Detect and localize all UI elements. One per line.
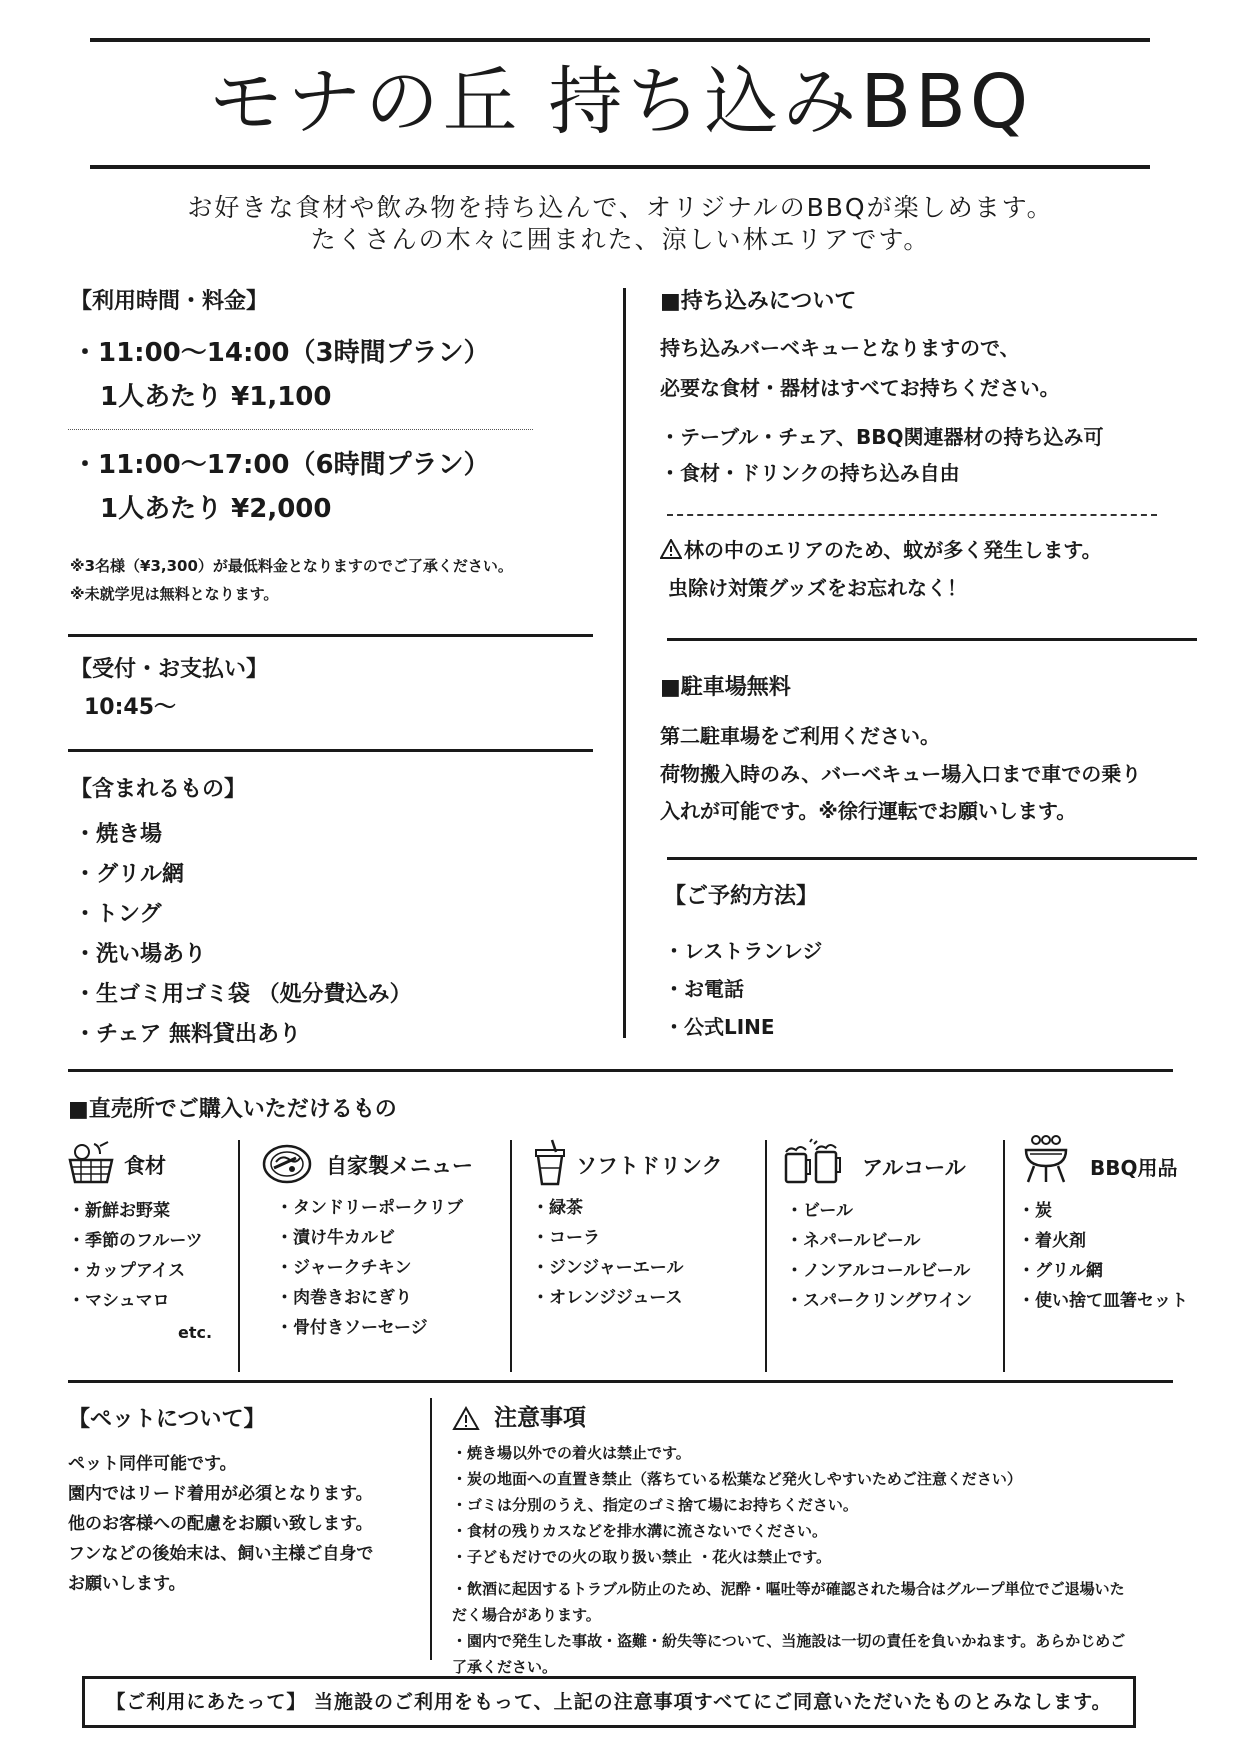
caution-line: ・園内で発生した事故・盗難・紛失等について、当施設は一切の責任を負いかねます。あらかじめご <box>452 1632 1126 1650</box>
bringin-desc-2: 必要な食材・器材はすべてお持ちください。 <box>660 376 1060 400</box>
list-item: ・生ゴミ用ゴミ袋 （処分費込み） <box>74 982 412 1007</box>
hours-heading: 【利用時間・料金】 <box>70 289 269 314</box>
pets-line: フンなどの後始末は、飼い主様ご自身で <box>68 1544 374 1564</box>
caution-icon <box>452 1406 480 1431</box>
plan-divider <box>68 429 533 430</box>
title-bottom-rule <box>90 165 1150 169</box>
shop-top-rule <box>68 1069 1173 1072</box>
plate-icon <box>262 1142 312 1184</box>
list-item: ・カップアイス <box>68 1261 186 1281</box>
shop-category-title: 食材 <box>124 1154 166 1178</box>
parking-line-2: 荷物搬入時のみ、バーベキュー場入口まで車での乗り <box>660 762 1142 786</box>
pets-line: お願いします。 <box>68 1574 186 1594</box>
left-rule-2 <box>68 749 593 752</box>
reserve-heading: 【ご予約方法】 <box>664 884 819 909</box>
caution-line: ・炭の地面への直置き禁止（落ちている松葉など発火しやすいためご注意ください） <box>452 1470 1022 1488</box>
bringin-item-2: ・食材・ドリンクの持ち込み自由 <box>660 461 960 485</box>
plan2-time: ・11:00～17:00（6時間プラン） <box>72 450 490 480</box>
right-rule-1 <box>667 638 1197 641</box>
beer-icon <box>782 1138 844 1186</box>
left-rule-1 <box>68 634 593 637</box>
list-item: ・ジンジャーエール <box>532 1258 684 1278</box>
shop-category-title: アルコール <box>862 1156 966 1180</box>
bringin-heading: ■持ち込みについて <box>660 289 857 314</box>
shop-category-title: BBQ用品 <box>1090 1156 1178 1180</box>
plan2-price: 1人あたり ¥2,000 <box>100 494 332 524</box>
bringin-warning-1: 林の中のエリアのため、蚊が多く発生します。 <box>684 538 1102 562</box>
shop-bottom-rule <box>68 1380 1173 1383</box>
shop-heading: ■直売所でご購入いただけるもの <box>68 1097 397 1122</box>
caution-line: ・飲酒に起因するトラブル防止のため、泥酔・嘔吐等が確認された場合はグループ単位でご退場いた <box>452 1580 1125 1598</box>
shop-category-list <box>786 1196 972 1316</box>
hours-note-2: ※未就学児は無料となります。 <box>70 585 279 603</box>
list-item: ・お電話 <box>664 977 744 1001</box>
list-item: ・公式LINE <box>664 1015 775 1039</box>
list-item: ・ビール <box>786 1201 853 1221</box>
list-item: ・ネパールビール <box>786 1231 921 1251</box>
list-item: ・グリル網 <box>74 862 185 887</box>
bringin-item-1: ・テーブル・チェア、BBQ関連器材の持ち込み可 <box>660 425 1104 449</box>
caution-lines <box>452 1440 1125 1680</box>
reception-heading: 【受付・お支払い】 <box>70 657 269 682</box>
list-item: ・季節のフルーツ <box>68 1231 203 1251</box>
shop-category-list <box>68 1196 203 1316</box>
grill-icon <box>1020 1134 1072 1186</box>
caution-line: だく場合があります。 <box>452 1606 601 1624</box>
column-divider <box>623 288 626 1038</box>
right-rule-2 <box>667 857 1197 860</box>
list-item: ・新鮮お野菜 <box>68 1201 170 1221</box>
pets-heading: 【ペットについて】 <box>68 1407 266 1432</box>
list-item: ・オレンジジュース <box>532 1288 683 1308</box>
pets-lines <box>68 1449 373 1599</box>
caution-line: 了承ください。 <box>452 1658 558 1676</box>
shop-divider-4 <box>1003 1140 1005 1372</box>
shop-category-list <box>276 1193 463 1343</box>
list-item: ・スパークリングワイン <box>786 1291 973 1311</box>
caution-line: ・焼き場以外での着火は禁止です。 <box>452 1444 691 1462</box>
intro-line-1: お好きな食材や飲み物を持ち込んで、オリジナルのBBQが楽しめます。 <box>187 193 1054 222</box>
shop-divider-2 <box>510 1140 512 1372</box>
caution-line: ・子どもだけでの火の取り扱い禁止 ・花火は禁止です。 <box>452 1548 832 1566</box>
bringin-desc-1: 持ち込みバーベキューとなりますので、 <box>660 336 1020 360</box>
list-item: ・タンドリーポークリブ <box>276 1198 463 1218</box>
list-item: ・洗い場あり <box>74 942 207 967</box>
shop-divider-1 <box>238 1140 240 1372</box>
shop-category-title: ソフトドリンク <box>576 1154 723 1178</box>
included-list <box>74 815 412 1055</box>
pets-line: 他のお客様への配慮をお願い致します。 <box>68 1514 373 1534</box>
list-item: ・緑茶 <box>532 1198 583 1218</box>
list-item: ・コーラ <box>532 1228 600 1248</box>
basket-icon <box>66 1140 116 1186</box>
list-item: ・着火剤 <box>1018 1231 1086 1251</box>
plan1-time: ・11:00～14:00（3時間プラン） <box>72 338 490 368</box>
included-heading: 【含まれるもの】 <box>70 777 247 802</box>
pets-line: 園内ではリード着用が必須となります。 <box>68 1484 373 1504</box>
list-item: ・チェア 無料貸出あり <box>74 1022 301 1047</box>
agreement-notice: 【ご利用にあたって】 当施設のご利用をもって、上記の注意事項すべてにご同意いただいたものとみなします。 <box>82 1676 1136 1728</box>
plan1-price: 1人あたり ¥1,100 <box>100 382 332 412</box>
shop-category-list <box>1018 1196 1188 1316</box>
caution-line: ・食材の残りカスなどを排水溝に流さないでください。 <box>452 1522 828 1540</box>
list-item: ・骨付きソーセージ <box>276 1318 428 1338</box>
intro-line-2: たくさんの木々に囲まれた、涼しい林エリアです。 <box>310 225 931 254</box>
hours-note-1: ※3名様（¥3,300）が最低料金となりますのでご了承ください。 <box>70 557 513 575</box>
list-item: ・使い捨て皿箸セット <box>1018 1291 1188 1311</box>
bringin-warning-2: 虫除け対策グッズをお忘れなく！ <box>668 576 967 600</box>
list-item: ・レストランレジ <box>664 939 823 963</box>
pets-line: ペット同伴可能です。 <box>68 1454 237 1474</box>
list-item: ・ノンアルコールビール <box>786 1261 971 1281</box>
list-item: ・炭 <box>1018 1201 1052 1221</box>
shop-etc-label: etc. <box>178 1323 213 1342</box>
shop-divider-3 <box>765 1140 767 1372</box>
cup-icon <box>532 1138 568 1186</box>
shop-category-title: 自家製メニュー <box>326 1154 473 1178</box>
shop-category-list <box>532 1193 683 1313</box>
list-item: ・漬け牛カルビ <box>276 1228 395 1248</box>
warning-icon <box>660 539 682 559</box>
bringin-dashed-rule <box>667 514 1157 516</box>
parking-heading: ■駐車場無料 <box>660 675 791 700</box>
parking-line-3: 入れが可能です。※徐行運転でお願いします。 <box>660 799 1077 823</box>
list-item: ・トング <box>74 902 162 927</box>
list-item: ・ジャークチキン <box>276 1258 412 1278</box>
list-item: ・肉巻きおにぎり <box>276 1288 412 1308</box>
list-item: ・グリル網 <box>1018 1261 1103 1281</box>
list-item: ・焼き場 <box>74 822 163 847</box>
title-top-rule <box>90 38 1150 42</box>
page-title: モナの丘 持ち込みBBQ <box>208 59 1033 145</box>
reception-time: 10:45～ <box>84 695 177 720</box>
bottom-divider <box>430 1398 432 1660</box>
parking-line-1: 第二駐車場をご利用ください。 <box>660 724 940 748</box>
caution-line: ・ゴミは分別のうえ、指定のゴミ捨て場にお持ちください。 <box>452 1496 858 1514</box>
caution-heading: 注意事項 <box>494 1405 586 1431</box>
reserve-list <box>664 932 822 1046</box>
list-item: ・マシュマロ <box>68 1291 170 1311</box>
